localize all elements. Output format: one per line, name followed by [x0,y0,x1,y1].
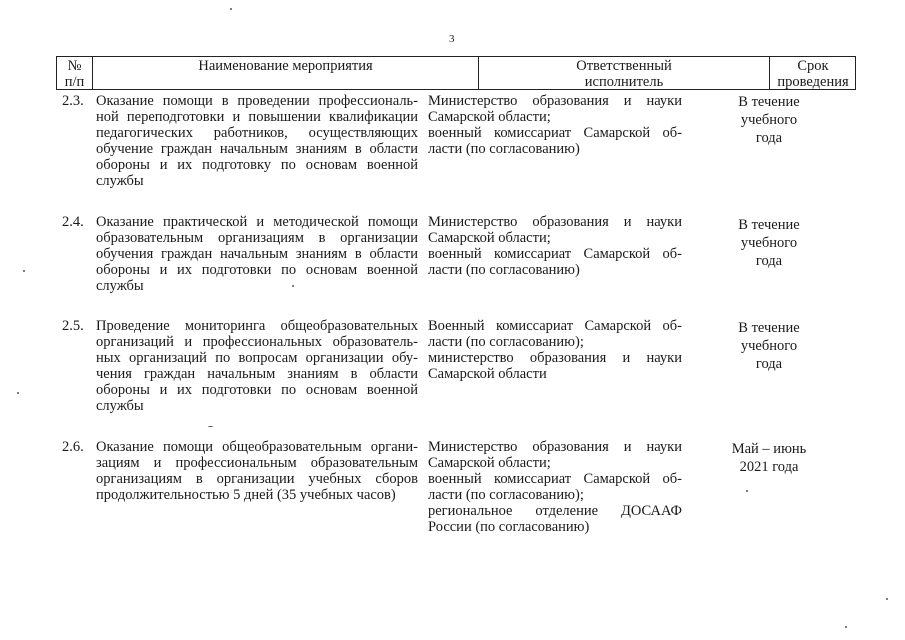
text-line: военный комиссариат Самарской об- [428,125,682,141]
text-line: военный комиссариат Самарской об- [428,471,682,487]
text-line: Оказание помощи в проведении профессиональ- [96,93,418,109]
scan-speck [208,426,213,427]
row-activity-name [96,439,418,503]
text-line: ласти (по согласованию); [428,334,584,350]
text-line: Самарской области; [428,109,551,125]
row-responsible [428,214,682,278]
text-line: службы [96,278,144,294]
text-line: Оказание практической и методической помощи [96,214,418,230]
text-line: продолжительностью 5 дней (35 учебных часов) [96,487,396,503]
text-line: Министерство образования и науки [428,93,682,109]
header-num-line: № [67,58,82,74]
header-responsible [479,57,770,89]
text-line: В течение [738,320,800,336]
text-line: педагогических работников, осуществляющих [96,125,418,141]
text-line: организациям в организации учебных сборов [96,471,418,487]
scan-speck [292,285,294,287]
text-line: обучения граждан начальным знаниям в области [96,246,418,262]
header-name-label: Наименование мероприятия [198,58,373,74]
text-line: 2021 года [739,459,799,475]
text-line: В течение [738,217,800,233]
text-line: ласти (по согласованию) [428,262,580,278]
text-line: ласти (по согласованию); [428,487,584,503]
header-num-line: п/п [64,74,85,90]
row-number: 2.3. [62,93,84,109]
text-line: ных организаций по вопросам организации обу- [96,350,418,366]
text-line: учебного [740,235,798,251]
row-responsible [428,93,682,157]
row-number: 2.6. [62,439,84,455]
header-period-line: проведения [777,74,849,90]
row-period [724,440,814,476]
text-line: военный комиссариат Самарской об- [428,246,682,262]
row-activity-name [96,93,418,189]
text-line: обороны и их подготовку по основам военной [96,157,418,173]
header-period [770,57,856,89]
text-line: образовательным организациям в организации [96,230,418,246]
text-line: обучение граждан начальным знаниям в области [96,141,418,157]
scan-speck [17,392,19,394]
text-line: года [755,253,783,269]
text-line: учебного [740,112,798,128]
text-line: Май – июнь [731,441,807,457]
text-line: Министерство образования и науки [428,214,682,230]
text-line: обороны и их подготовки по основам военной [96,262,418,278]
text-line: Военный комиссариат Самарской об- [428,318,682,334]
text-line: зациям и профессиональным образовательным [96,455,418,471]
text-line: России (по согласованию) [428,519,590,535]
text-line: учебного [740,338,798,354]
text-line: года [755,356,783,372]
header-period-line: Срок [797,58,829,74]
text-line: Самарской области; [428,230,551,246]
text-line: обороны и их подготовки по основам военной [96,382,418,398]
text-line: Оказание помощи общеобразовательным органи- [96,439,418,455]
row-number: 2.5. [62,318,84,334]
text-line: службы [96,398,144,414]
scan-speck [746,490,748,492]
page-number: 3 [449,33,455,45]
text-line: министерство образования и науки [428,350,682,366]
row-responsible [428,439,682,535]
text-line: Проведение мониторинга общеобразовательных [96,318,418,334]
text-line: чения граждан начальным знаниям в области [96,366,418,382]
table-header [56,56,856,90]
row-period [724,93,814,147]
row-activity-name [96,214,418,294]
text-line: Самарской области [428,366,547,382]
header-responsible-line: исполнитель [584,74,664,90]
text-line: Министерство образования и науки [428,439,682,455]
text-line: Самарской области; [428,455,551,471]
row-period [724,319,814,373]
text-line: организаций и профессиональных образователь- [96,334,418,350]
text-line: В течение [738,94,800,110]
header-num [57,57,93,89]
text-line: года [755,130,783,146]
text-line: ной переподготовки и повышении квалификации [96,109,418,125]
text-line: ласти (по согласованию) [428,141,580,157]
scan-speck [886,598,888,600]
header-responsible-line: Ответственный [576,58,672,74]
scan-speck [230,8,232,10]
row-period [724,216,814,270]
row-number: 2.4. [62,214,84,230]
row-responsible [428,318,682,382]
scan-speck [845,626,847,628]
text-line: региональное отделение ДОСААФ [428,503,682,519]
text-line: службы [96,173,144,189]
row-activity-name [96,318,418,414]
scan-speck [23,270,25,272]
header-name [93,57,479,89]
